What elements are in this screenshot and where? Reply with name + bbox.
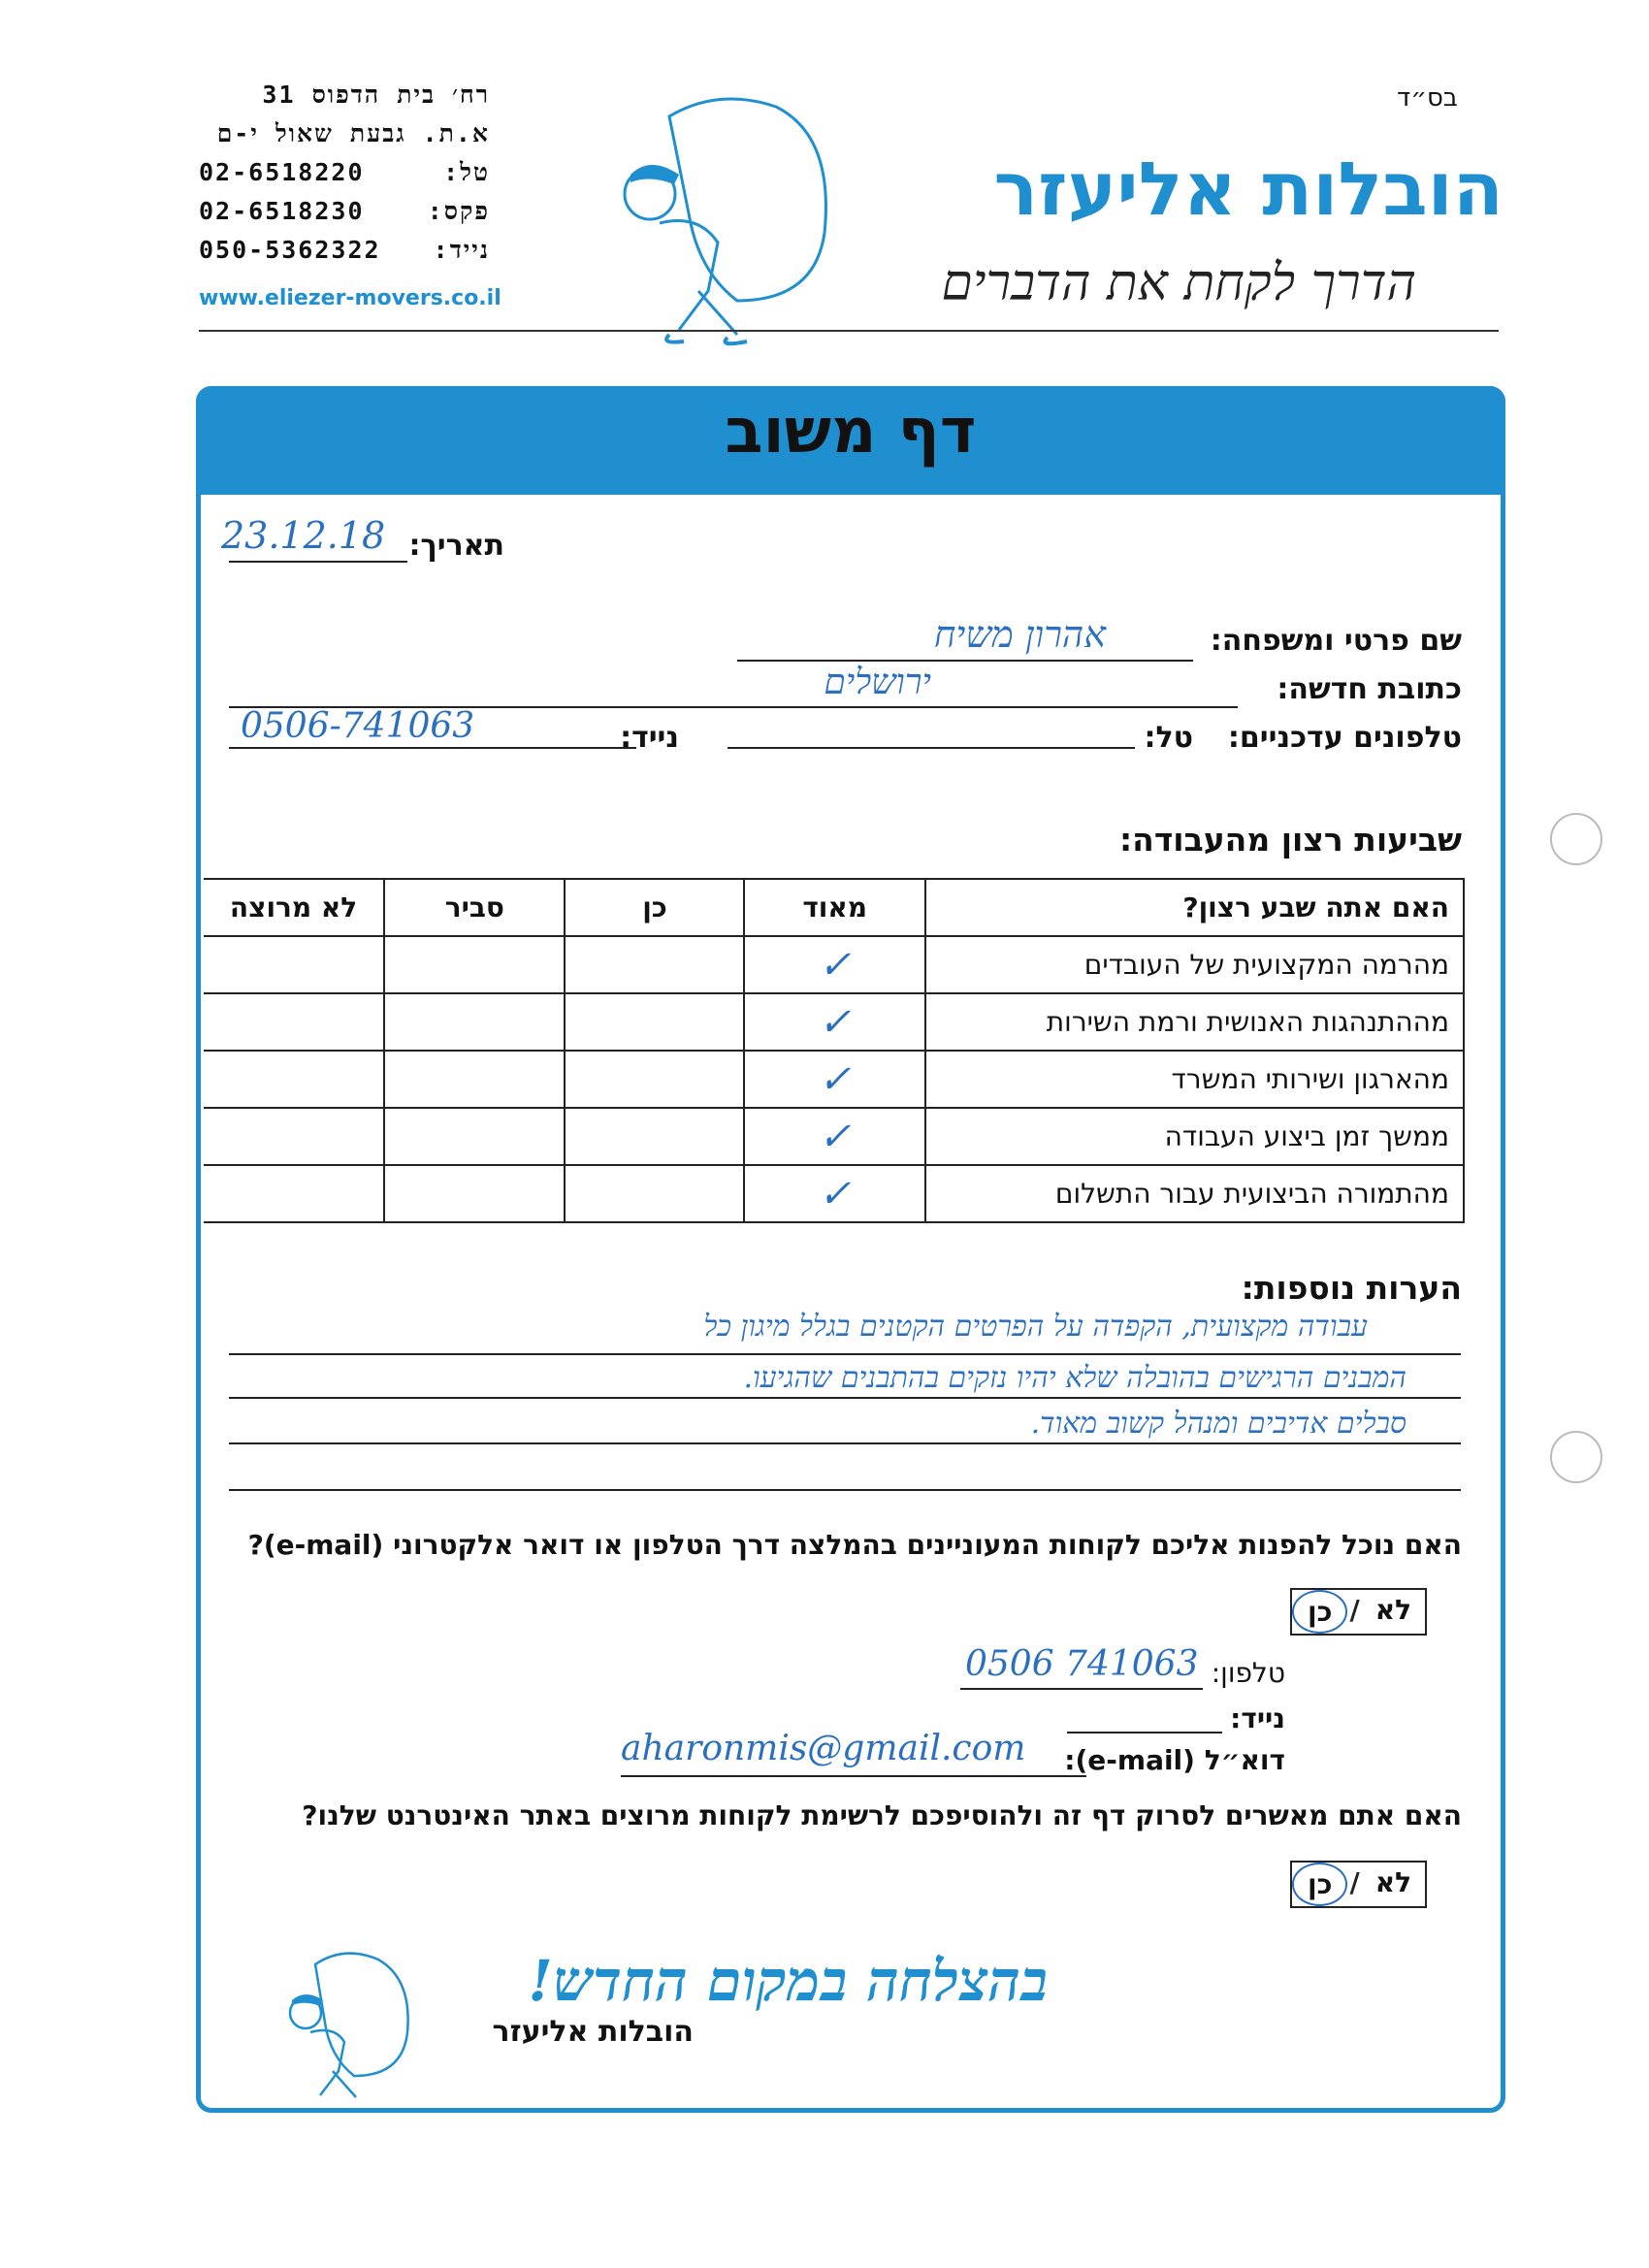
company-fax: 02-6518230 — [199, 197, 365, 225]
table-row — [204, 1051, 1464, 1108]
cell-yes[interactable] — [565, 1051, 744, 1108]
contact-yes-no — [1290, 1588, 1427, 1636]
slogan: הדרך לקחת את הדברים — [941, 254, 1416, 312]
mover-mascot-logo — [592, 78, 873, 349]
notes-line — [229, 1397, 1461, 1399]
date-value[interactable]: 23.12.18 — [221, 514, 386, 557]
notes-text-line[interactable]: עבודה מקצועית, הקפדה על הפרטים הקטנים בגלל מיגון כל — [703, 1310, 1368, 1344]
row-question: מהתמורה הביצועית עבור התשלום — [925, 1165, 1464, 1222]
header-divider — [199, 330, 1499, 332]
company-address — [199, 76, 490, 270]
cell-unsatisfied[interactable] — [204, 993, 384, 1051]
cell-yes[interactable] — [565, 1108, 744, 1165]
cell-unsatisfied[interactable] — [204, 936, 384, 993]
date-label: תאריך: — [408, 529, 504, 563]
name-label: שם פרטי ומשפחה: — [1210, 624, 1462, 658]
company-phone: 02-6518220 — [199, 158, 365, 186]
notes-text-line[interactable]: המבנים הרגישים בהובלה שלא יהיו נזקים בהתבנים שהגיעו. — [743, 1361, 1406, 1395]
satisfaction-table — [204, 878, 1465, 1223]
tel-label: טל: — [1144, 721, 1193, 755]
fax-label: פקס: — [427, 197, 490, 225]
cell-reasonable[interactable] — [384, 936, 565, 993]
notes-line — [229, 1442, 1461, 1444]
check-mark[interactable]: ✓ — [744, 1165, 925, 1222]
contact-email-line — [621, 1775, 1086, 1777]
check-mark[interactable]: ✓ — [744, 1108, 925, 1165]
publish-no-option[interactable]: לא — [1374, 1866, 1412, 1898]
notes-line — [229, 1489, 1461, 1491]
publish-yes-option[interactable]: כן — [1292, 1863, 1347, 1906]
table-row — [204, 1108, 1464, 1165]
form-title: דף משוב — [725, 396, 977, 468]
col-very: מאוד — [744, 879, 925, 936]
contact-phone-value[interactable]: 0506 741063 — [965, 1644, 1199, 1684]
col-question: האם אתה שבע רצון? — [925, 879, 1464, 936]
cell-unsatisfied[interactable] — [204, 1108, 384, 1165]
binder-hole — [1550, 1431, 1602, 1483]
cell-yes[interactable] — [565, 993, 744, 1051]
mobile-line — [229, 747, 636, 749]
name-line — [737, 660, 1193, 662]
col-yes: כן — [565, 879, 744, 936]
contact-email-label: דוא״ל (e-mail): — [1064, 1744, 1285, 1776]
address-line1: רח׳ בית הדפוס 31 — [262, 81, 490, 109]
row-question: מההתנהגות האנושית ורמת השירות — [925, 993, 1464, 1051]
contact-separator: / — [1349, 1594, 1360, 1626]
contact-phone-label: טלפון: — [1211, 1657, 1285, 1689]
mobile-value[interactable]: 0506-741063 — [241, 706, 475, 746]
check-mark[interactable]: ✓ — [744, 936, 925, 993]
contact-no-option[interactable]: לא — [1374, 1594, 1412, 1626]
footer-wish: בהצלחה במקום החדש! — [528, 1948, 1048, 2014]
check-mark[interactable]: ✓ — [744, 1051, 925, 1108]
publish-yes-no — [1290, 1861, 1427, 1908]
cell-reasonable[interactable] — [384, 1165, 565, 1222]
check-mark[interactable]: ✓ — [744, 993, 925, 1051]
tel-line — [728, 747, 1135, 749]
publish-question: האם אתם מאשרים לסרוק דף זה ולהוסיפכם לרשימת לקוחות מרוצים באתר האינטרנט שלנו? — [302, 1799, 1462, 1831]
phone-label: טל: — [443, 158, 490, 186]
row-question: מהרמה המקצועית של העובדים — [925, 936, 1464, 993]
company-website: www.eliezer-movers.co.il — [199, 286, 501, 310]
address-line2: א.ת. גבעת שאול י-ם — [216, 119, 490, 147]
phones-label: טלפונים עדכניים: — [1227, 721, 1462, 755]
cell-reasonable[interactable] — [384, 993, 565, 1051]
contact-email-value[interactable]: aharonmis@gmail.com — [621, 1729, 1026, 1768]
name-value[interactable]: אהרון משיח — [933, 613, 1106, 656]
mobile-field-label: נייד: — [620, 721, 679, 755]
address-value[interactable]: ירושלים — [824, 663, 931, 702]
company-name: הובלות אליעזר — [993, 146, 1504, 232]
table-row — [204, 1165, 1464, 1222]
mobile-label: נייד: — [433, 236, 490, 264]
cell-reasonable[interactable] — [384, 1108, 565, 1165]
cell-reasonable[interactable] — [384, 1051, 565, 1108]
notes-line — [229, 1353, 1461, 1355]
table-header-row — [204, 879, 1464, 936]
publish-separator: / — [1349, 1866, 1360, 1898]
cell-unsatisfied[interactable] — [204, 1051, 384, 1108]
contact-mobile-line — [1067, 1732, 1222, 1733]
contact-yes-option[interactable]: כן — [1292, 1590, 1347, 1634]
col-unsatisfied: לא מרוצה — [204, 879, 384, 936]
address-label: כתובת חדשה: — [1277, 672, 1462, 706]
contact-phone-line — [960, 1688, 1203, 1690]
row-question: ממשך זמן ביצוע העבודה — [925, 1108, 1464, 1165]
date-line — [229, 561, 407, 563]
notes-text-line[interactable]: סבלים אדיבים ומנהל קשוב מאוד. — [1030, 1407, 1406, 1441]
cell-yes[interactable] — [565, 1165, 744, 1222]
satisfaction-heading: שביעות רצון מהעבודה: — [1118, 821, 1462, 859]
row-question: מהארגון ושירותי המשרד — [925, 1051, 1464, 1108]
cell-yes[interactable] — [565, 936, 744, 993]
notes-heading: הערות נוספות: — [1241, 1269, 1462, 1307]
footer-signature: הובלות אליעזר — [492, 2015, 694, 2049]
col-reasonable: סביר — [384, 879, 565, 936]
binder-hole — [1550, 813, 1602, 865]
table-row — [204, 936, 1464, 993]
footer-mascot-logo — [267, 1940, 432, 2105]
cell-unsatisfied[interactable] — [204, 1165, 384, 1222]
bsd-mark: בס״ד — [1397, 83, 1458, 113]
table-row — [204, 993, 1464, 1051]
company-mobile: 050-5362322 — [199, 236, 381, 264]
contact-mobile-label: נייד: — [1230, 1702, 1285, 1734]
contact-question: האם נוכל להפנות אליכם לקוחות המעוניינים בהמלצה דרך הטלפון או דואר אלקטרוני (e-mail)? — [247, 1529, 1462, 1561]
